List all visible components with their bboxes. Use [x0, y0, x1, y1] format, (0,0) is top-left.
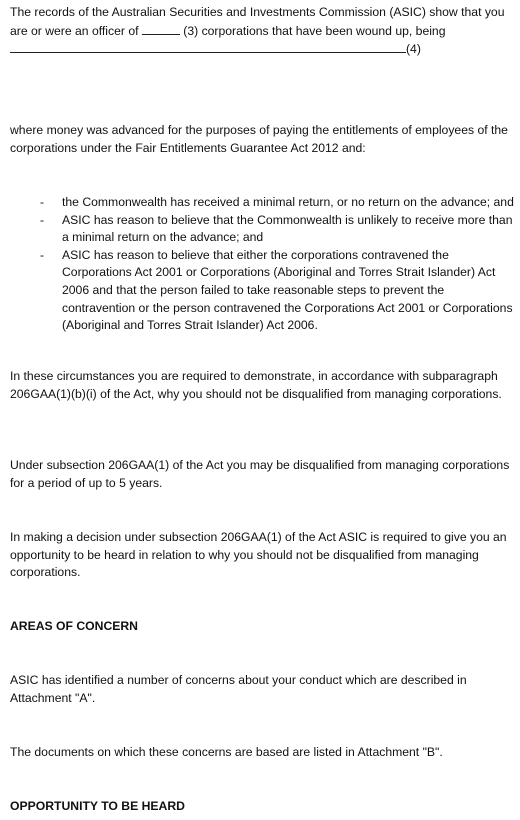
intro-text-2: (3) corporations that have been wound up, being [183, 23, 446, 38]
bullet-text: ASIC has reason to believe that the Commonwealth is unlikely to receive more than a minimal return on the advance; and [62, 212, 513, 245]
blank-count-field [142, 22, 180, 35]
list-item [10, 194, 516, 212]
intro-text-3: (4) [406, 42, 421, 57]
intro-paragraph [10, 4, 516, 59]
list-item [10, 212, 516, 247]
list-item [10, 247, 516, 335]
blank-corporations-field [10, 40, 406, 53]
bullet-text: the Commonwealth has received a minimal return, or no return on the advance; and [62, 195, 514, 209]
subsection-paragraph: Under subsection 206GAA(1) of the Act you may be disqualified from managing corporations for a period of up to 5 years. [10, 458, 510, 490]
bullet-text: ASIC has reason to believe that either the corporations contravened the Corporations Act 2001 or Corporations (Aboriginal and Torres Strait Islander) Act 2006 and that the person failed to take reasonable steps to prevent the contravention or the person contravened the Corporations Act 2001 or Corporations (Aboriginal and Torres Strait Islander) Act 2006. [62, 247, 513, 333]
advance-paragraph: where money was advanced for the purposes of paying the entitlements of employees of the corporations under the Fair Entitlements Guarantee Act 2012 and: [10, 123, 508, 155]
circumstances-paragraph: In these circumstances you are required to demonstrate, in accordance with subparagraph 206GAA(1)(b)(i) of the Act, why you should not be disqualified from managing corporations. [10, 369, 502, 401]
bullet-dash: - [40, 195, 45, 209]
opportunity-heading: OPPORTUNITY TO BE HEARD [10, 799, 185, 813]
concerns-paragraph: ASIC has identified a number of concerns about your conduct which are described in Attachment "A". [10, 673, 467, 705]
areas-of-concern-heading: AREAS OF CONCERN [10, 619, 138, 633]
documents-paragraph: The documents on which these concerns are based are listed in Attachment "B". [10, 745, 443, 759]
bullet-dash: - [40, 247, 45, 262]
conditions-list [10, 194, 516, 335]
decision-paragraph: In making a decision under subsection 206GAA(1) of the Act ASIC is required to give you an opportunity to be heard in relation to why you should not be disqualified from managing corporations. [10, 530, 507, 580]
intro-text-1: The records of the Australian Securities and Investments Commission (ASIC) show that you are or were an officer of [10, 5, 505, 38]
bullet-dash: - [40, 212, 45, 227]
